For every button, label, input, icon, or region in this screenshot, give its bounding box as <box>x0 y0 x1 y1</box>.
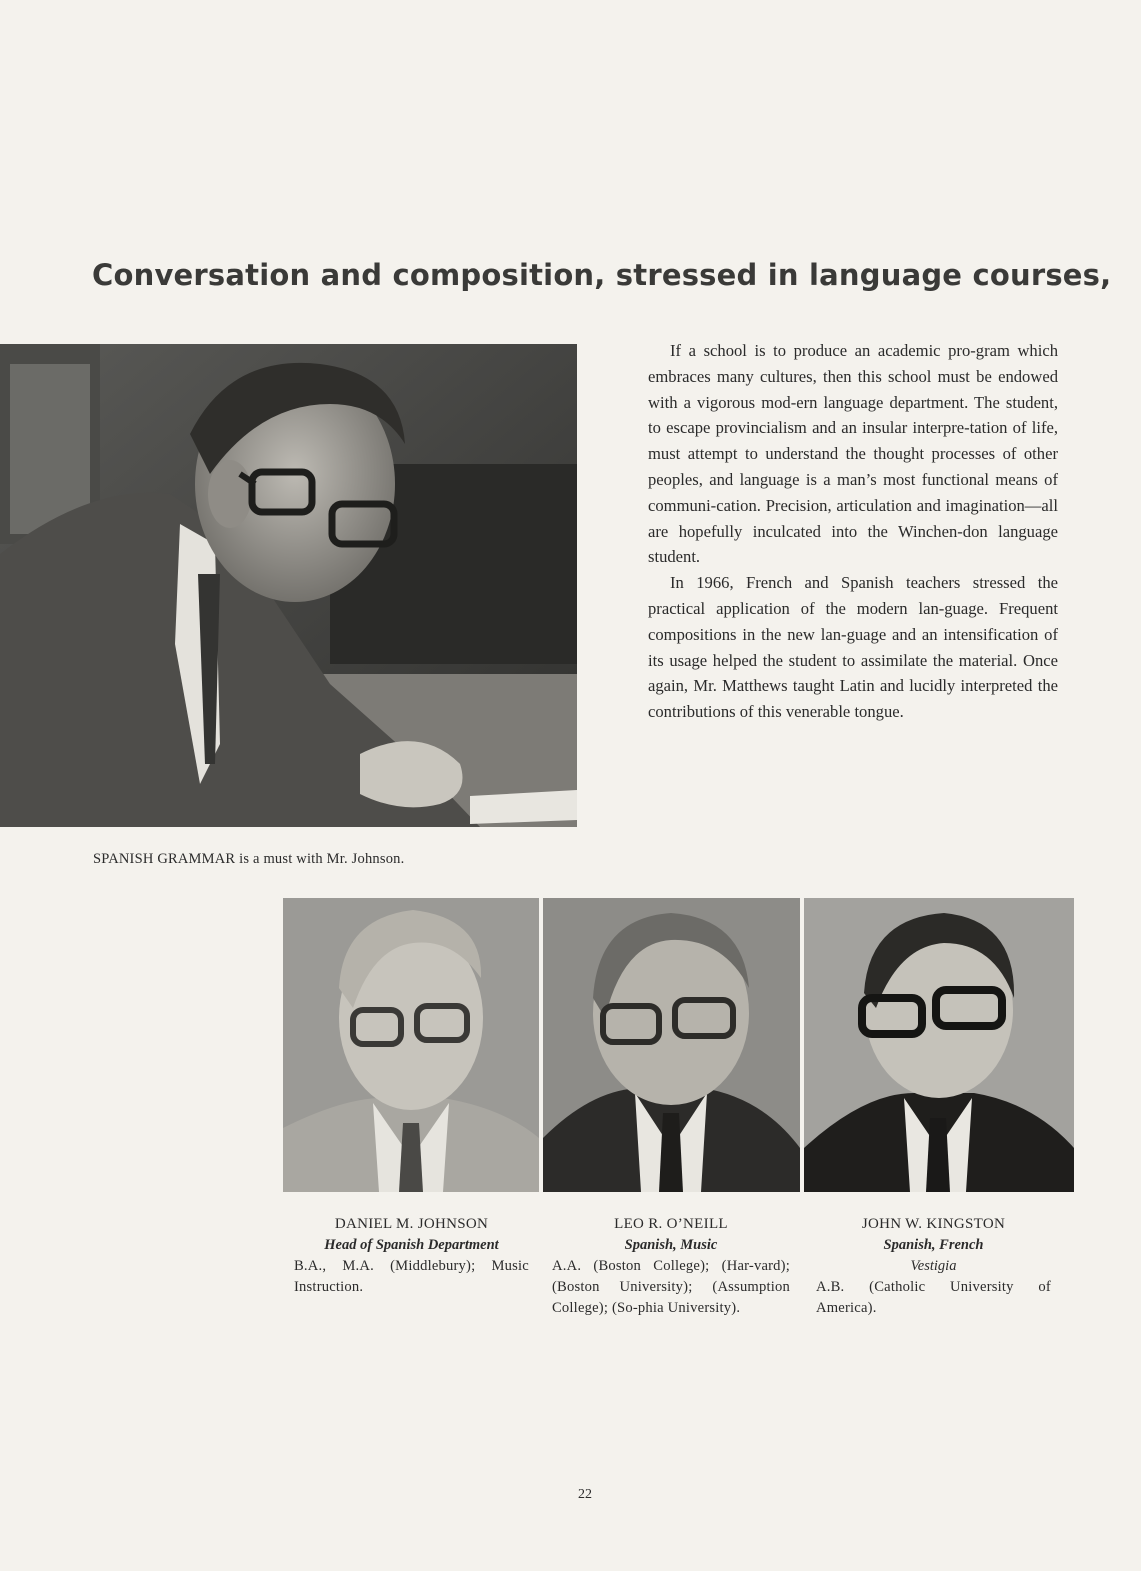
faculty-name: DANIEL M. JOHNSON <box>334 1216 489 1232</box>
photo-caption: SPANISH GRAMMAR is a must with Mr. Johnson. <box>93 851 405 867</box>
portrait-photo-icon <box>283 898 539 1192</box>
faculty-title: Head of Spanish Department <box>324 1237 499 1253</box>
portrait-photo-icon <box>543 898 800 1192</box>
faculty-name: LEO R. O’NEILL <box>614 1216 728 1232</box>
faculty-extra: Vestigia <box>910 1258 957 1274</box>
article-paragraph: In 1966, French and Spanish teachers stressed the practical application of the modern lan-guage. Frequent compositions in the new lan-guage and an intensification of its usage helped the student to assimilate the material. Once again, Mr. Matthews taught Latin and lucidly interpreted the contributions of this venerable tongue. <box>648 573 1058 722</box>
faculty-credentials: A.B. (Catholic University of America). <box>816 1279 1051 1316</box>
page-number: 22 <box>578 1487 592 1502</box>
faculty-bio-oneill <box>552 1214 790 1319</box>
faculty-bio-kingston <box>816 1214 1051 1319</box>
portrait-photo-icon <box>804 898 1074 1192</box>
main-photo <box>0 344 577 827</box>
article-paragraph: If a school is to produce an academic pro-gram which embraces many cultures, then this school must be endowed with a vigorous mod-ern language department. The student, to escape provincialism and an insular interpre-tation of life, must attempt to understand the thought processes of other peoples, and language is a man’s most functional means of communi-cation. Precision, articulation and imagination—all are hopefully inculcated into the Winchen-don language student. <box>648 341 1058 567</box>
article-body <box>648 338 1058 725</box>
faculty-credentials: B.A., M.A. (Middlebury); Music Instruction. <box>294 1258 529 1295</box>
teacher-photo-icon <box>0 344 577 827</box>
faculty-name: JOHN W. KINGSTON <box>861 1216 1006 1232</box>
portrait-kingston <box>804 898 1074 1192</box>
faculty-title: Spanish, French <box>883 1237 984 1253</box>
page-headline: Conversation and composition, stressed in language courses, <box>92 258 1112 292</box>
faculty-bio-johnson <box>294 1214 529 1298</box>
portrait-johnson <box>283 898 539 1192</box>
faculty-credentials: A.A. (Boston College); (Har-vard); (Boston University); (Assumption College); (So-phia University). <box>552 1258 790 1316</box>
portrait-oneill <box>543 898 800 1192</box>
faculty-title: Spanish, Music <box>624 1237 718 1253</box>
